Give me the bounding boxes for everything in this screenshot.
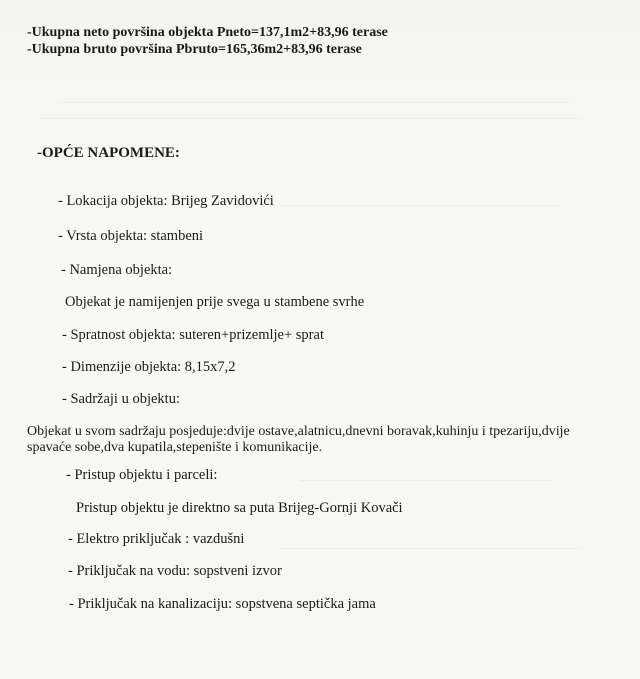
- floors-item: - Spratnost objekta: suteren+prizemlje+ sprat: [62, 327, 324, 343]
- net-area-line: -Ukupna neto površina objekta Pneto=137,1m2+83,96 terase: [27, 25, 388, 40]
- purpose-item: - Namjena objekta:: [61, 262, 173, 278]
- electric-item: - Elektro priključak : vazdušni: [68, 531, 245, 547]
- access-text: Pristup objektu je direktno sa puta Brijeg-Gornji Kovači: [76, 500, 403, 516]
- dimensions-item: - Dimenzije objekta: 8,15x7,2: [62, 359, 236, 375]
- access-item: - Pristup objektu i parceli:: [66, 467, 218, 483]
- purpose-text: Objekat je namijenjen prije svega u stambene svrhe: [65, 294, 365, 310]
- scan-ghost-line: [300, 480, 550, 481]
- location-item: - Lokacija objekta: Brijeg Zavidovići: [58, 193, 274, 209]
- sewage-item: - Priključak na kanalizaciju: sopstvena septička jama: [69, 596, 376, 612]
- water-item: - Priključak na vodu: sopstveni izvor: [68, 563, 282, 579]
- section-heading: -OPĆE NAPOMENE:: [37, 145, 180, 161]
- scan-ghost-line: [60, 102, 570, 103]
- scan-ghost-line: [280, 205, 560, 206]
- gross-area-line: -Ukupna bruto površina Pbruto=165,36m2+83,96 terase: [27, 42, 362, 57]
- contents-paragraph: Objekat u svom sadržaju posjeduje:dvije ostave,alatnicu,dnevni boravak,kuhinju i tpezariju,dvije spavaće sobe,dva kupatila,stepenište i komunikacije.: [27, 424, 570, 455]
- scan-ghost-line: [40, 118, 580, 119]
- scan-ghost-line: [280, 548, 580, 549]
- type-item: - Vrsta objekta: stambeni: [58, 228, 204, 244]
- contents-item: - Sadržaji u objektu:: [62, 391, 180, 407]
